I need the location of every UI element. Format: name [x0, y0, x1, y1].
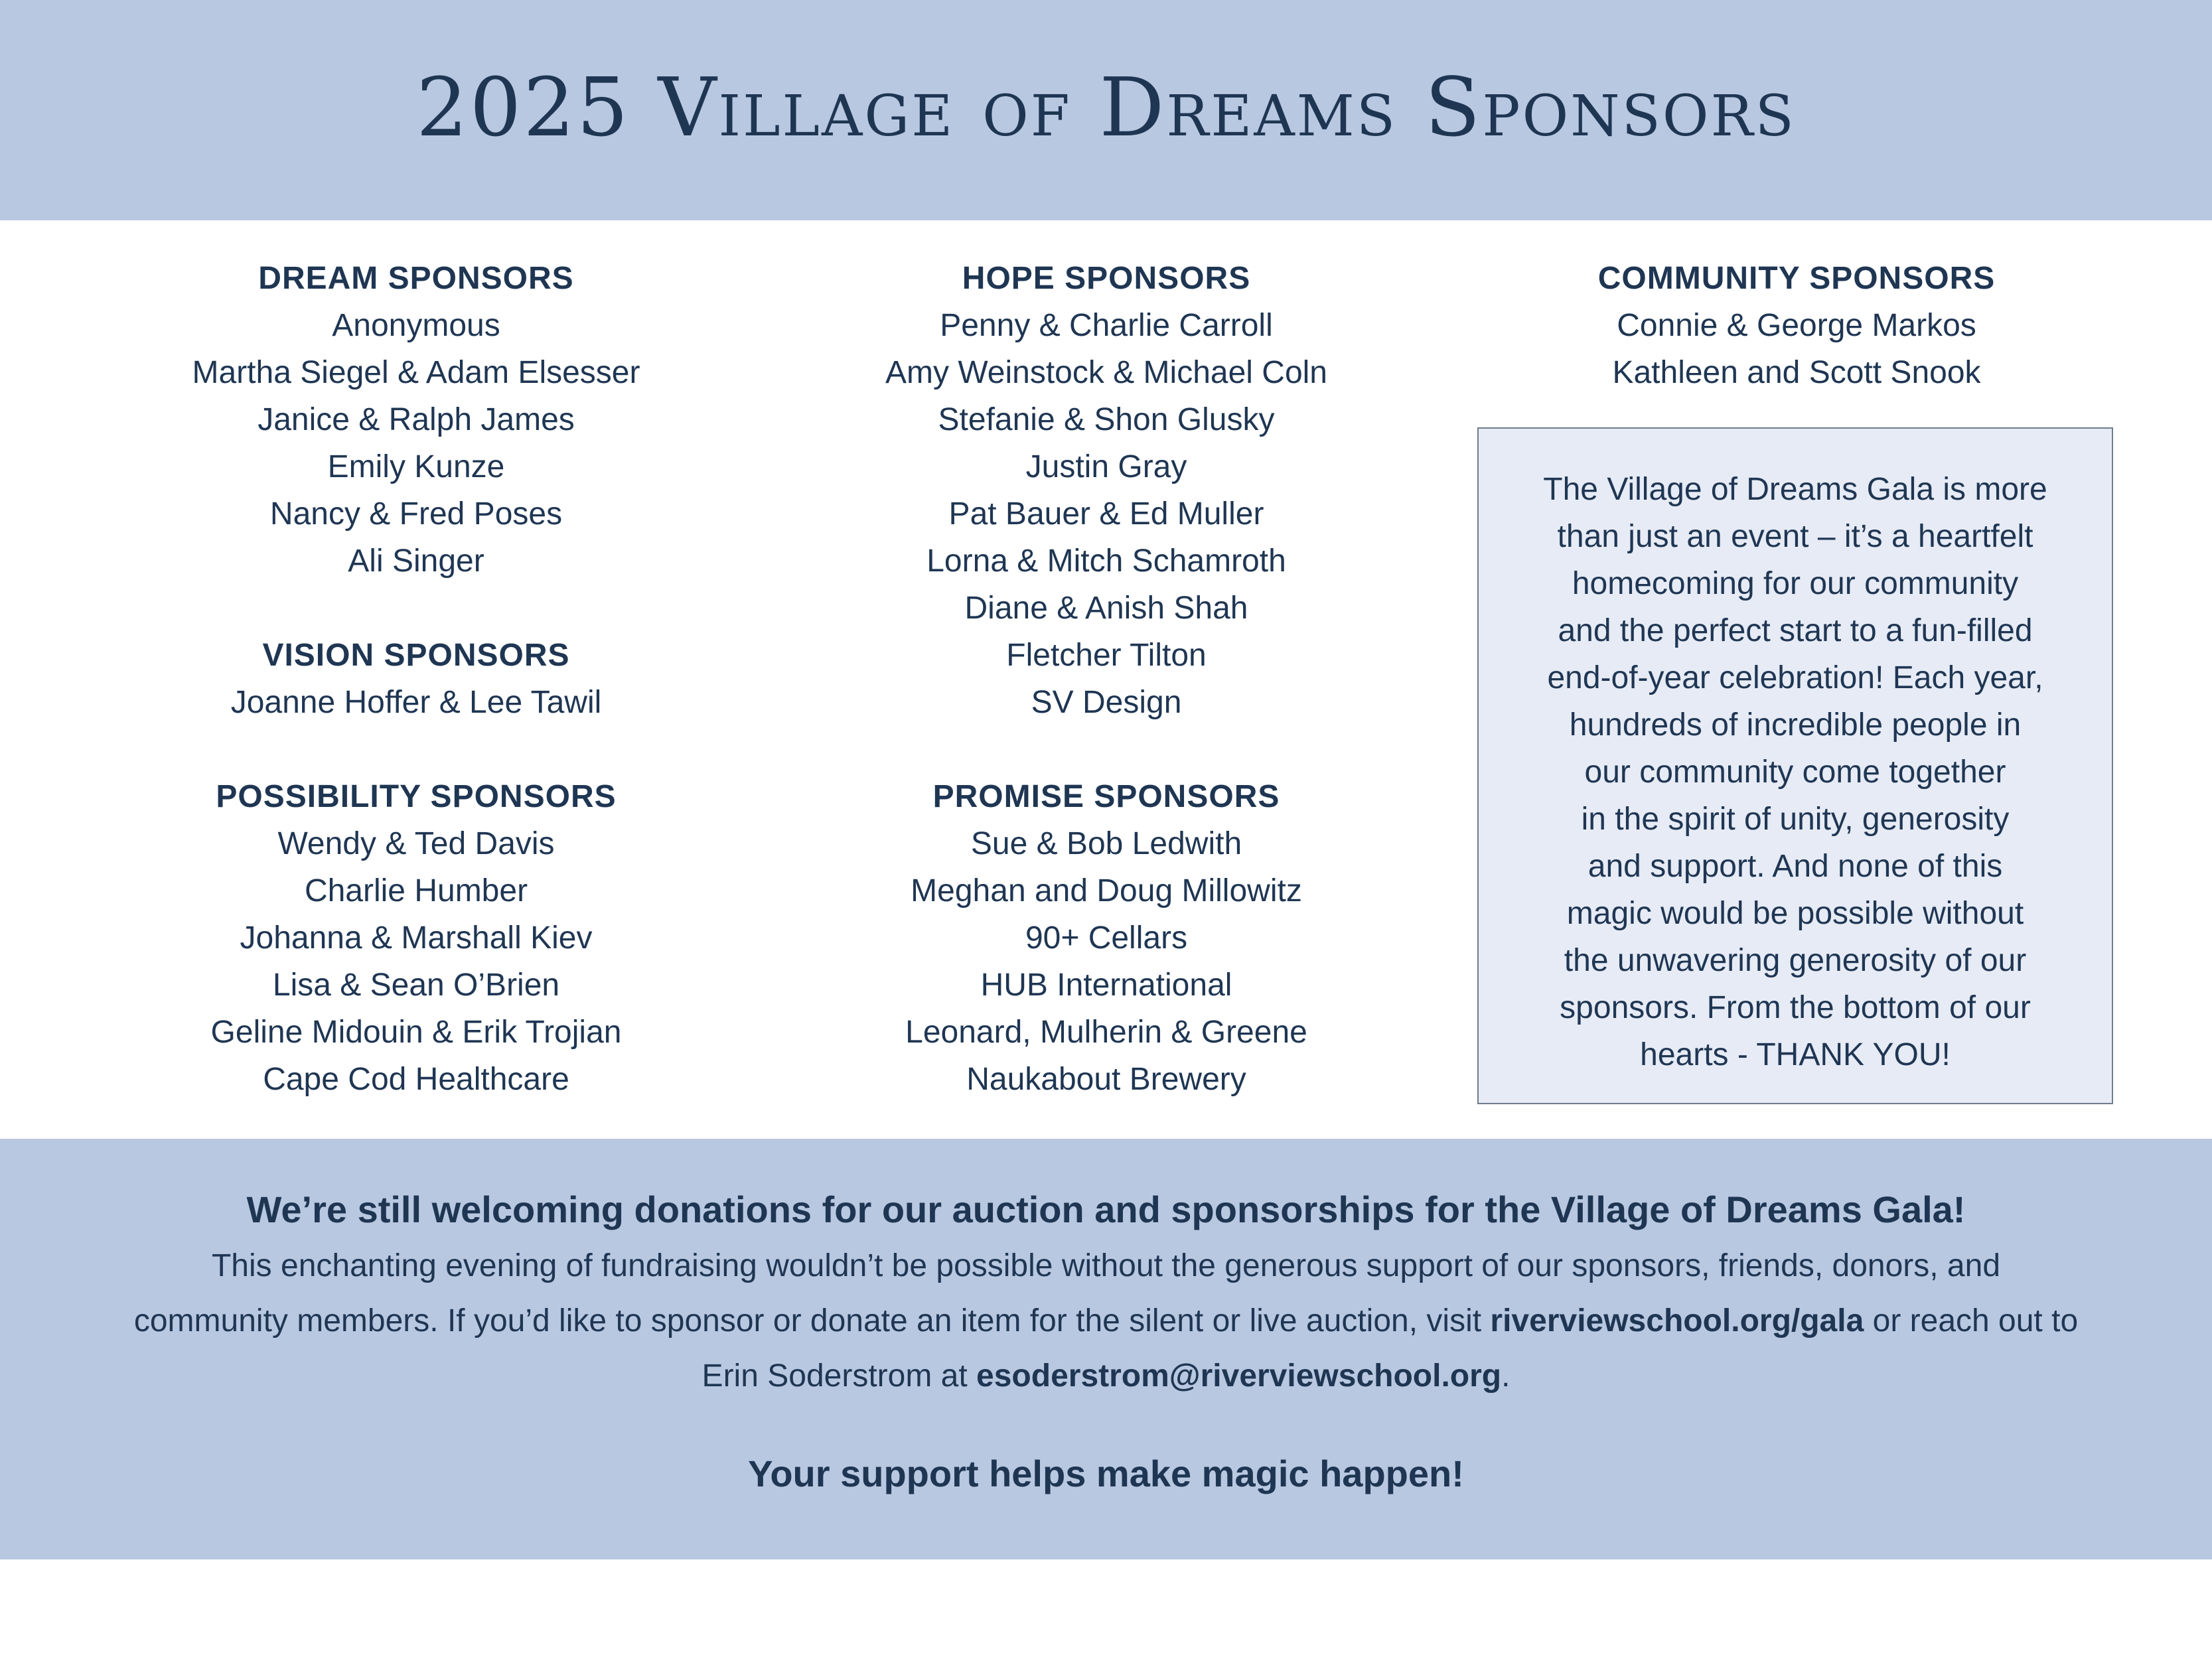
sponsor-name: Leonard, Mulherin & Greene	[905, 1015, 1307, 1050]
sponsor-list	[774, 820, 1438, 1103]
sponsor-name: Geline Midouin & Erik Trojian	[210, 1015, 622, 1050]
sponsor-name: Pat Bauer & Ed Muller	[948, 496, 1264, 532]
sponsor-name: Cape Cod Healthcare	[263, 1062, 569, 1097]
vision-sponsors-section	[84, 632, 748, 726]
thank-you-line: homecoming for our community	[1572, 566, 2019, 601]
sponsor-name: Janice & Ralph James	[258, 402, 575, 437]
sponsor-name: Ali Singer	[348, 543, 484, 579]
footer-text: .	[1501, 1358, 1511, 1394]
thank-you-line: sponsors. From the bottom of our	[1560, 990, 2031, 1025]
sponsor-name: Anonymous	[332, 308, 500, 343]
thank-you-line: and support. And none of this	[1587, 849, 2003, 884]
thank-you-line: than just an event – it’s a heartfelt	[1557, 519, 2033, 554]
sponsor-list	[84, 679, 748, 726]
thank-you-line: our community come together	[1584, 755, 2006, 790]
sponsor-name: Martha Siegel & Adam Elsesser	[192, 355, 640, 390]
sponsor-column-left	[84, 255, 748, 1103]
sponsor-name: Fletcher Tilton	[1006, 638, 1207, 673]
sponsor-name: Justin Gray	[1025, 449, 1187, 484]
sponsor-name: Lisa & Sean O’Brien	[272, 968, 560, 1003]
sponsor-list	[84, 820, 748, 1103]
thank-you-line: hundreds of incredible people in	[1569, 707, 2022, 743]
community-sponsors-section	[1465, 255, 2128, 396]
gala-website-link[interactable]: riverviewschool.org/gala	[1490, 1303, 1864, 1338]
sponsor-name: HUB International	[980, 968, 1232, 1003]
header-banner	[0, 0, 2212, 220]
sponsor-name: Connie & George Markos	[1617, 308, 1976, 343]
section-heading: COMMUNITY SPONSORS	[1597, 261, 1996, 296]
thank-you-line: in the spirit of unity, generosity	[1581, 802, 2010, 837]
hope-sponsors-section	[774, 255, 1438, 726]
sponsor-column-middle	[774, 255, 1438, 1103]
section-heading: POSSIBILITY SPONSORS	[216, 779, 617, 814]
section-heading: PROMISE SPONSORS	[932, 779, 1280, 814]
dream-sponsors-section	[84, 255, 748, 585]
sponsor-name: Stefanie & Shon Glusky	[938, 402, 1275, 437]
sponsor-list	[84, 302, 748, 585]
thank-you-line: end-of-year celebration! Each year,	[1547, 660, 2043, 695]
thank-you-line: and the perfect start to a fun-filled	[1558, 613, 2033, 648]
sponsor-name: 90+ Cellars	[1025, 920, 1188, 956]
sponsor-name: Johanna & Marshall Kiev	[240, 920, 593, 956]
sponsor-name: Kathleen and Scott Snook	[1612, 355, 1981, 390]
footer-body	[133, 1238, 2079, 1404]
sponsor-name: Naukabout Brewery	[966, 1062, 1246, 1097]
sponsor-name: Nancy & Fred Poses	[269, 496, 563, 532]
sponsor-name: Wendy & Ted Davis	[277, 826, 555, 861]
possibility-sponsors-section	[84, 773, 748, 1103]
sponsor-name: SV Design	[1031, 685, 1182, 720]
thank-you-line: magic would be possible without	[1566, 896, 2024, 931]
sponsor-list	[1465, 302, 2128, 396]
thank-you-line: the unwavering generosity of our	[1564, 943, 2027, 978]
sponsor-name: Meghan and Doug Millowitz	[911, 873, 1302, 908]
contact-email-link[interactable]: esoderstrom@riverviewschool.org	[976, 1358, 1502, 1394]
sponsor-name: Amy Weinstock & Michael Coln	[885, 355, 1327, 390]
section-heading: HOPE SPONSORS	[962, 261, 1251, 296]
sponsor-name: Joanne Hoffer & Lee Tawil	[230, 685, 602, 720]
thank-you-line: hearts - THANK YOU!	[1640, 1037, 1951, 1072]
section-heading: VISION SPONSORS	[262, 638, 570, 673]
sponsor-name: Emily Kunze	[327, 449, 505, 484]
thank-you-line: The Village of Dreams Gala is more	[1543, 472, 2047, 507]
footer-banner	[0, 1139, 2212, 1559]
section-heading: DREAM SPONSORS	[258, 261, 574, 296]
sponsor-name: Lorna & Mitch Schamroth	[926, 543, 1286, 579]
footer-text: This enchanting evening of fundraising wouldn’t be possible without the generous support of our sponsors, friends, donors, and community members. If you’d like to sponsor or donate an item for the silent or live auction, visit	[133, 1248, 2001, 1338]
sponsor-column-right	[1465, 255, 2128, 396]
footer-text: or reach out to Erin Soderstrom at	[701, 1303, 2079, 1394]
page-title: 2025 Village of Dreams Sponsors	[416, 60, 1796, 155]
sponsor-list	[774, 302, 1438, 726]
sponsor-name: Sue & Bob Ledwith	[970, 826, 1242, 861]
sponsor-name: Diane & Anish Shah	[964, 591, 1248, 626]
footer-heading: We’re still welcoming donations for our auction and sponsorships for the Village of Dreams Gala!	[246, 1189, 1966, 1230]
sponsor-name: Charlie Humber	[304, 873, 528, 908]
thank-you-box	[1477, 427, 2113, 1104]
sponsor-name: Penny & Charlie Carroll	[940, 308, 1273, 343]
promise-sponsors-section	[774, 773, 1438, 1103]
footer-closing: Your support helps make magic happen!	[748, 1453, 1464, 1494]
